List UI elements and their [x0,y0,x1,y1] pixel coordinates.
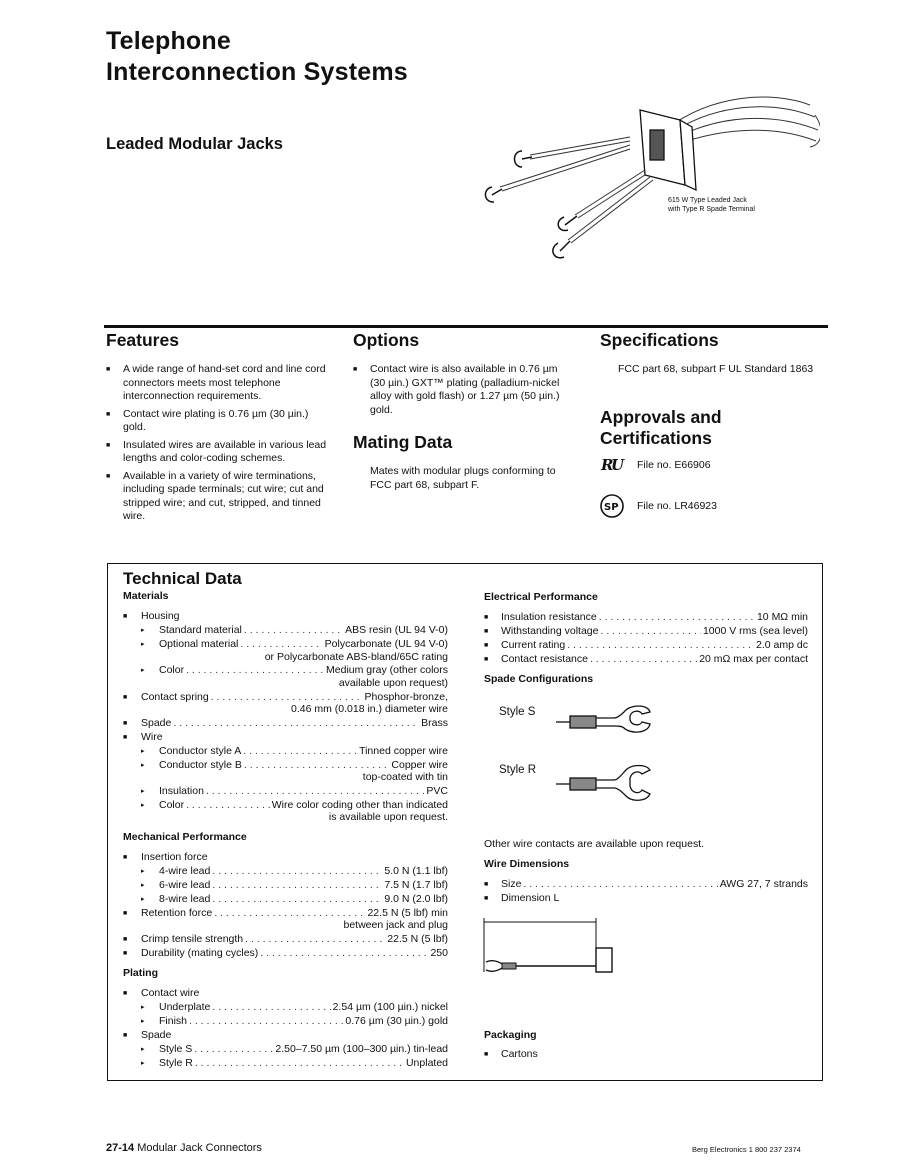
options-list [353,363,575,421]
specifications-text: FCC part 68, subpart F UL Standard 1863 [618,363,814,375]
housing-color-cont: available upon request) [338,677,448,689]
housing-color-row: Color . . . Medium gray (other colors [159,664,448,677]
approvals-heading: Approvals and Certifications [600,407,722,448]
style-r-spade-icon [556,760,666,806]
mechanical-heading: Mechanical Performance [123,831,247,843]
page-title [106,26,408,88]
conductor-a-row: Conductor style A . . . Tinned copper wire [159,745,448,758]
wire-dimensions-heading: Wire Dimensions [484,858,570,870]
retention-force-cont: between jack and plug [343,919,448,931]
feature-item: ■ Insulated wires are available in various lead lengths and color-coding schemes. [106,439,332,466]
spade-material-row: Spade . . . Brass [141,717,448,730]
style-s-label: Style S [499,706,536,718]
dimension-l-label: Dimension L [501,892,560,904]
other-contacts-note: Other wire contacts are available upon request. [484,838,705,850]
feature-item: ■ Contact wire plating is 0.76 µm (30 µin.) gold. [106,408,332,435]
6-wire-row: 6-wire lead . . . 7.5 N (1.7 lbf) [159,879,448,892]
specifications-heading: Specifications [600,330,719,350]
wire-dimension-drawing [478,910,623,990]
spade-plating-label: Spade [141,1029,172,1041]
optional-material-cont: or Polycarbonate ABS-bland/65C rating [264,651,448,663]
materials-heading: Materials [123,590,169,602]
ul-file-number: File no. E66906 [637,459,711,471]
withstanding-voltage-row: Withstanding voltage . . . 1000 V rms (sea level) [501,625,808,638]
contact-spring-row: Contact spring . . . Phosphor-bronze, [141,691,448,704]
current-rating-row: Current rating . . . 2.0 amp dc [501,639,808,652]
options-heading: Options [353,330,420,350]
contact-wire-label: Contact wire [141,987,200,999]
features-list [106,363,332,528]
page-number: 27-14 [106,1142,135,1154]
technical-data-heading: Technical Data [123,569,242,588]
title-line-1: Telephone [106,27,231,55]
footer-contact: Berg Electronics 1 800 237 2374 [692,1145,801,1154]
insulation-row: Insulation . . . PVC [159,785,448,798]
svg-text:SP: SP [604,502,619,513]
style-s-plating-row: Style S . . . 2.50–7.50 µm (100–300 µin.) tin-lead [159,1043,448,1056]
features-heading: Features [106,330,179,350]
csa-logo-icon [599,493,625,519]
finish-row: Finish . . . 0.76 µm (30 µin.) gold [159,1015,448,1028]
style-s-spade-icon [556,700,666,744]
csa-file-number: File no. LR46923 [637,500,717,512]
conductor-b-cont: top-coated with tin [362,771,448,783]
section-divider [104,325,828,328]
title-line-2: Interconnection Systems [106,58,408,86]
wire-color-cont: is available upon request. [328,811,448,823]
svg-text:U: U [611,457,625,473]
underplate-row: Underplate . . . 2.54 µm (100 µin.) nickel [159,1001,448,1014]
mating-text: Mates with modular plugs conforming to FCC part 68, subpart F. [370,465,556,491]
insulation-resistance-row: Insulation resistance . . . 10 MΩ min [501,611,808,624]
insertion-force-label: Insertion force [141,851,208,863]
section-name: Modular Jack Connectors [137,1142,262,1154]
style-r-plating-row: Style R . . . Unplated [159,1057,448,1070]
style-r-label: Style R [499,764,537,776]
page-subtitle: Leaded Modular Jacks [106,135,283,153]
housing-label: Housing [141,610,180,622]
svg-text:R: R [601,457,614,473]
wire-label: Wire [141,731,163,743]
4-wire-row: 4-wire lead . . . 5.0 N (1.1 lbf) [159,865,448,878]
packaging-heading: Packaging [484,1029,537,1041]
8-wire-row: 8-wire lead . . . 9.0 N (2.0 lbf) [159,893,448,906]
crimp-strength-row: Crimp tensile strength . . . 22.5 N (5 lbf) [141,933,448,946]
plating-heading: Plating [123,967,159,979]
optional-material-row: Optional material . . . Polycarbonate (UL 94 V-0) [159,638,448,651]
contact-resistance-row: Contact resistance . . . 20 mΩ max per contact [501,653,808,666]
spade-config-heading: Spade Configurations [484,673,594,685]
wire-color-row: Color . . . Wire color coding other than indicated [159,799,448,812]
mating-heading: Mating Data [353,432,453,452]
footer-left [106,1142,262,1154]
option-item: ■ Contact wire is also available in 0.76 µm (30 µin.) GXT™ plating (palladium-nickel alloy with gold flash) or 1.27 µm (50 µin.) gold. [353,363,575,417]
conductor-b-row: Conductor style B . . . Copper wire [159,759,448,772]
standard-material-row: Standard material . . . ABS resin (UL 94 V-0) [159,624,448,637]
feature-item: ■ Available in a variety of wire terminations, including spade terminals; cut wire; cut and stripped wire; and cut, stripped, and tinned wire. [106,470,332,524]
ul-logo-icon [600,457,626,473]
contact-spring-cont: 0.46 mm (0.018 in.) diameter wire [291,703,448,715]
feature-item: ■ A wide range of hand-set cord and line cord connectors meets most telephone interconnection requirements. [106,363,332,404]
packaging-item: Cartons [501,1048,538,1060]
image-caption: 615 W Type Leaded Jack with Type R Spade Terminal [668,197,755,213]
electrical-heading: Electrical Performance [484,591,598,603]
wire-size-row: Size . . . AWG 27, 7 strands [501,878,808,891]
retention-force-row: Retention force . . . 22.5 N (5 lbf) min [141,907,448,920]
durability-row: Durability (mating cycles) . . . 250 [141,947,448,960]
leaded-jack-illustration [480,75,820,275]
